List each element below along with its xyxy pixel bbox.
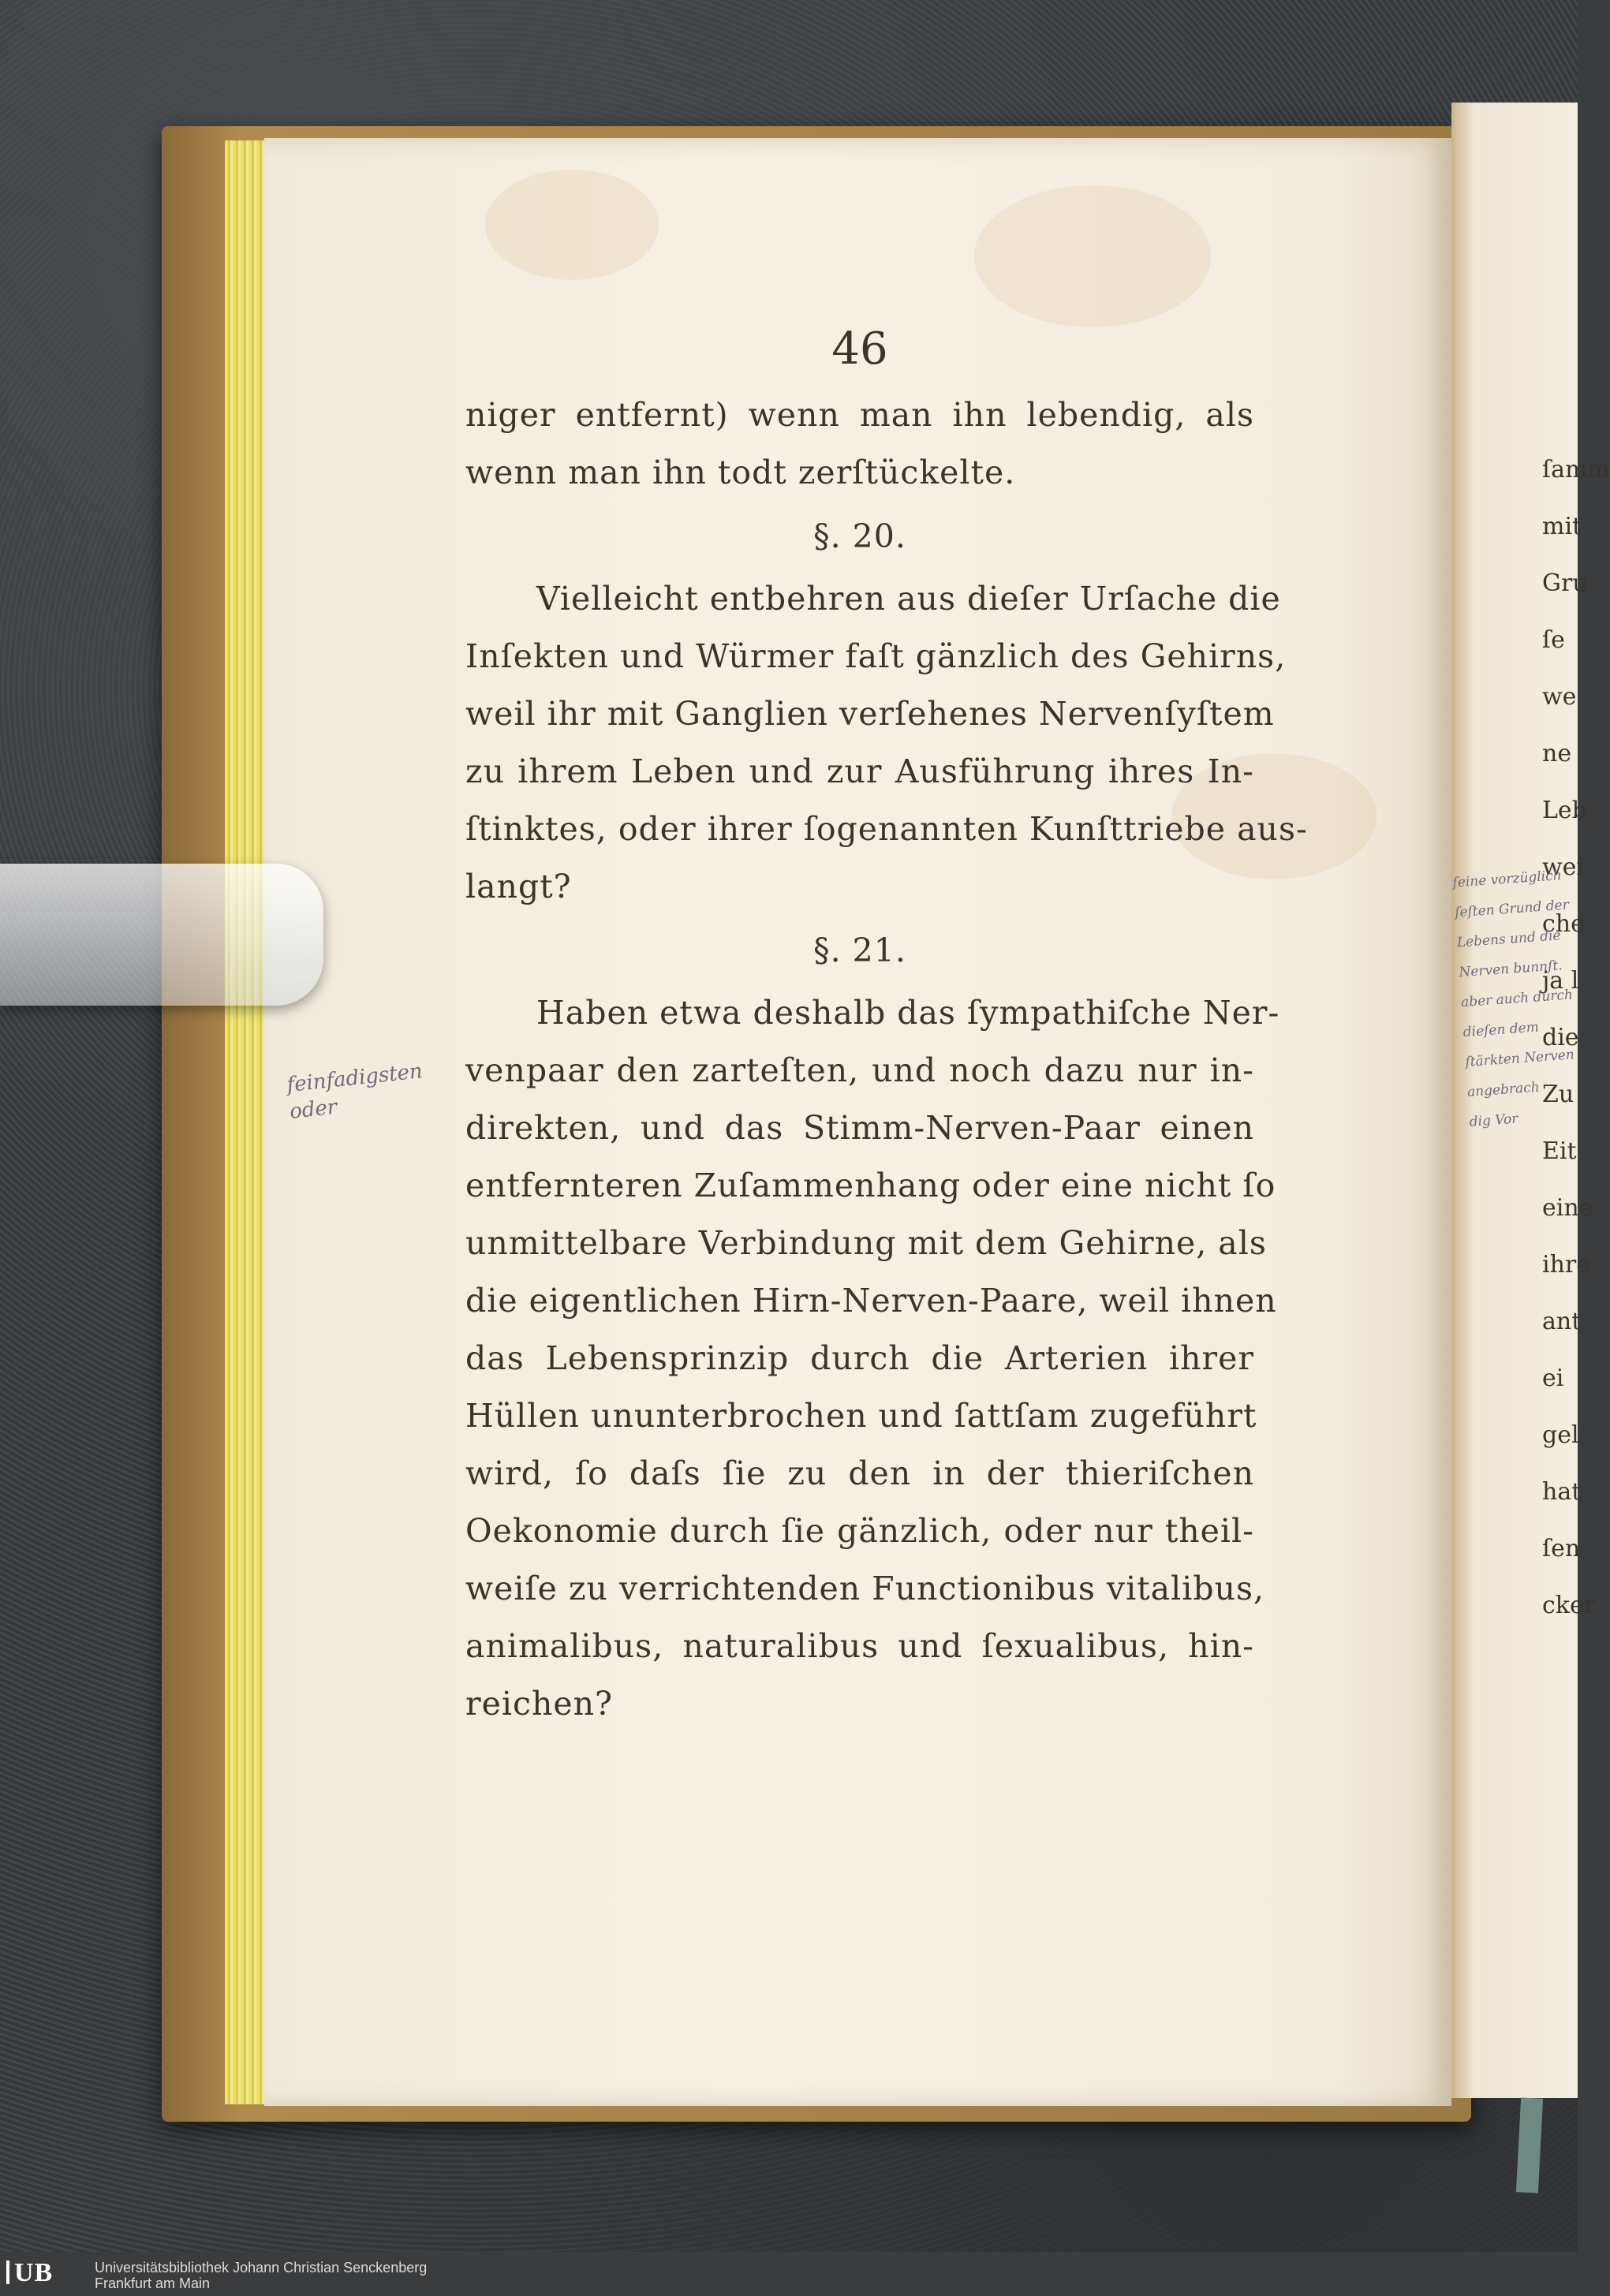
text-line: zu ihrem Leben und zur Ausführung ihres In- xyxy=(465,752,1254,790)
section-heading: §. 21. xyxy=(813,931,906,969)
right-page-fragment: Zu xyxy=(1542,1081,1575,1108)
text-line: Haben etwa deshalb das ſympathiſche Ner- xyxy=(536,994,1280,1032)
text-line: unmittelbare Verbindung mit dem Gehirne, als xyxy=(465,1224,1267,1262)
margin-note-line: dig Vor xyxy=(1469,1111,1519,1130)
institution-name xyxy=(95,2260,427,2291)
text-line: Oekonomie durch ſie gänzlich, oder nur theil- xyxy=(465,1512,1254,1550)
text-line: Hüllen ununterbrochen und ſattſam zugeführt xyxy=(465,1397,1257,1435)
text-line: weiſe zu verrichtenden Functionibus vitalibus, xyxy=(465,1570,1265,1607)
right-page-fragment: ſamm xyxy=(1542,456,1610,483)
right-page-fragment: we xyxy=(1542,683,1577,711)
right-page-fragment: die xyxy=(1542,1024,1579,1051)
right-page-fragment: ja l xyxy=(1542,967,1579,995)
right-page-fragment: ei xyxy=(1542,1365,1564,1392)
text-line: wird, ſo daſs ſie zu den in der thieriſchen xyxy=(465,1454,1254,1492)
right-page-fragment: Leb xyxy=(1542,797,1587,824)
right-page-fragment: gel xyxy=(1542,1421,1579,1449)
margin-note-line: angebrach xyxy=(1466,1079,1541,1100)
margin-note-line: ſeine vorzüglich xyxy=(1451,867,1563,891)
text-line: reichen? xyxy=(465,1685,613,1723)
right-page-fragment: eine xyxy=(1542,1194,1593,1222)
text-line: wenn man ihn todt zerſtückelte. xyxy=(465,454,1016,491)
right-page-fragment: wei xyxy=(1542,853,1585,881)
text-line: venpaar den zarteſten, und noch dazu nur in- xyxy=(465,1051,1254,1089)
margin-note-line: ſeſten Grund der xyxy=(1454,897,1570,921)
margin-note-right xyxy=(1451,860,1588,1137)
margin-note-line: oder xyxy=(288,1095,338,1124)
margin-note-line: feinfadigsten xyxy=(286,1059,424,1098)
margin-note-line: Nerven bunnſt. xyxy=(1458,958,1563,981)
text-line: direkten, und das Stimm-Nerven-Paar einen xyxy=(465,1109,1254,1147)
stain xyxy=(485,170,659,280)
margin-note-line: aber auch durch xyxy=(1460,987,1574,1011)
page-clip xyxy=(0,864,323,1006)
institution-line: Frankfurt am Main xyxy=(95,2275,211,2291)
margin-note-line: ſtärkten Nerven xyxy=(1464,1047,1575,1071)
right-page-fragment: ant xyxy=(1542,1308,1582,1335)
right-page-fragment: ſe xyxy=(1542,626,1565,654)
text-line: die eigentlichen Hirn-Nerven-Paare, weil ihnen xyxy=(465,1282,1277,1320)
text-line: animalibus, naturalibus und ſexualibus, hin- xyxy=(465,1627,1254,1665)
right-page-fragment: Eit xyxy=(1542,1137,1577,1165)
section-heading: §. 20. xyxy=(813,517,906,555)
page-text xyxy=(465,386,1308,1733)
right-page-fragment: hat xyxy=(1542,1478,1582,1506)
right-page-fragment: cker xyxy=(1542,1592,1596,1619)
text-line: niger entfernt) wenn man ihn lebendig, als xyxy=(465,396,1254,434)
right-page-fragment: ne xyxy=(1542,740,1572,767)
right-page-fragment: ihre xyxy=(1542,1251,1591,1279)
text-line: entfernteren Zuſammenhang oder eine nicht ſo xyxy=(465,1167,1276,1204)
text-line: das Lebensprinzip durch die Arterien ihrer xyxy=(465,1339,1254,1377)
margin-note-line: dieſen dem xyxy=(1462,1019,1540,1041)
stain xyxy=(974,185,1211,327)
right-page-fragment: che xyxy=(1542,910,1585,938)
text-line: ſtinktes, oder ihrer ſogenannten Kunſttriebe aus- xyxy=(465,810,1308,848)
footer-bar xyxy=(0,2252,1578,2296)
text-line: Vielleicht entbehren aus dieſer Urſache die xyxy=(536,580,1281,618)
text-line: langt? xyxy=(465,868,572,905)
margin-note-line: Lebens und die xyxy=(1456,928,1562,951)
right-page-fragment: ſen xyxy=(1542,1535,1581,1562)
right-page-fragment: Gru xyxy=(1542,569,1588,597)
ub-logo: UB xyxy=(6,2258,85,2290)
text-line: Inſekten und Würmer faſt gänzlich des Gehirns, xyxy=(465,637,1287,675)
right-page-fragment: mit xyxy=(1542,513,1582,540)
text-line: weil ihr mit Ganglien verſehenes Nervenſyſtem xyxy=(465,695,1275,733)
institution-line: Universitätsbibliothek Johann Christian Senckenberg xyxy=(95,2260,428,2275)
page-number: 46 xyxy=(831,323,888,375)
